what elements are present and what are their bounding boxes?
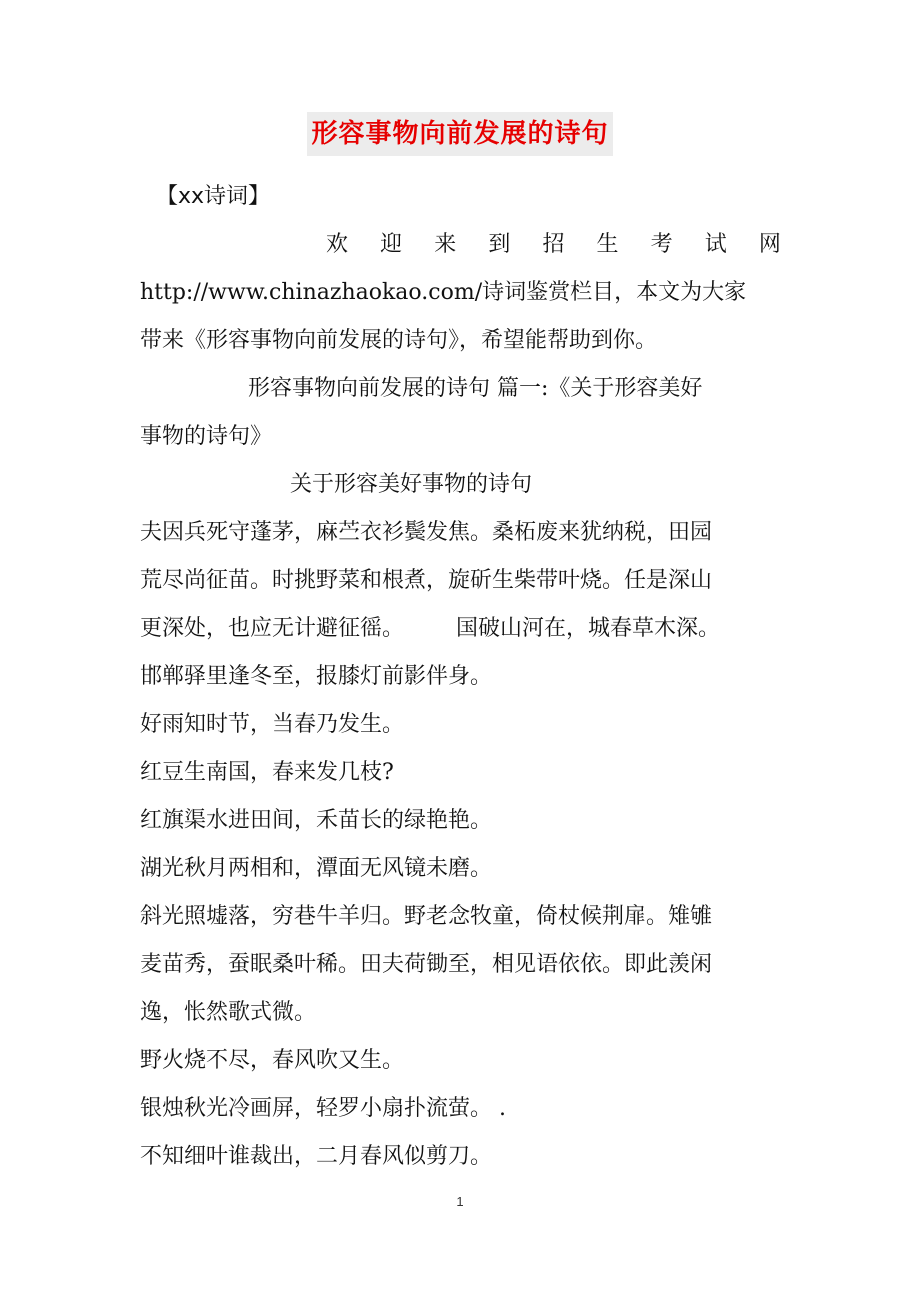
poem-line: 麦苗秀，蚕眠桑叶稀。田夫荷锄至，相见语依依。即此羡闲 [140, 952, 713, 977]
welcome-char: 生 [596, 232, 619, 257]
welcome-char: 欢 [326, 232, 349, 257]
category-tag: 【xx诗词】 [156, 184, 271, 209]
poem-line-combined [140, 614, 790, 644]
intro-line-2: 带来《形容事物向前发展的诗句》，希望能帮助到你。 [140, 328, 658, 353]
title-container [0, 112, 920, 156]
poem-line: 湖光秋月两相和，潭面无风镜未磨。 [140, 856, 493, 881]
poem-line: 国破山河在，城春草木深。 [456, 616, 721, 641]
section-heading-2: 事物的诗句》 [140, 424, 273, 449]
poem-line: 不知细叶谁裁出，二月春风似剪刀。 [140, 1144, 493, 1169]
poem-line: 好雨知时节，当春乃发生。 [140, 712, 405, 737]
welcome-char: 来 [434, 232, 457, 257]
document-title: 形容事物向前发展的诗句 [307, 112, 612, 156]
poem-line: 银烛秋光冷画屏，轻罗小扇扑流萤。 . [140, 1096, 506, 1121]
poem-line: 红豆生南国，春来发几枝? [140, 760, 394, 785]
welcome-char: 迎 [380, 232, 403, 257]
poem-line: 红旗渠水进田间，禾苗长的绿艳艳。 [140, 808, 493, 833]
poem-line: 更深处，也应无计避征徭。 [140, 616, 405, 641]
poem-line: 夫因兵死守蓬茅，麻苎衣衫鬓发焦。桑柘废来犹纳税，田园 [140, 520, 713, 545]
intro-line-1: http://www.chinazhaokao.com/诗词鉴赏栏目，本文为大家 [140, 280, 747, 305]
welcome-char: 试 [704, 232, 727, 257]
poem-line: 野火烧不尽，春风吹又生。 [140, 1048, 405, 1073]
welcome-char: 考 [650, 232, 673, 257]
poem-line: 逸，怅然歌式微。 [140, 1000, 317, 1025]
welcome-char: 网 [758, 232, 781, 257]
section-heading-1: 形容事物向前发展的诗句 篇一:《关于形容美好 [248, 376, 703, 401]
welcome-char: 到 [488, 232, 511, 257]
welcome-line [326, 230, 781, 260]
page-number: 1 [456, 1194, 464, 1209]
subheading: 关于形容美好事物的诗句 [290, 472, 533, 497]
poem-line: 荒尽尚征苗。时挑野菜和根煮，旋斫生柴带叶烧。任是深山 [140, 568, 713, 593]
poem-line: 斜光照墟落，穷巷牛羊归。野老念牧童，倚杖候荆扉。雉雊 [140, 904, 713, 929]
poem-line: 邯郸驿里逢冬至，报膝灯前影伴身。 [140, 664, 493, 689]
welcome-char: 招 [542, 232, 565, 257]
